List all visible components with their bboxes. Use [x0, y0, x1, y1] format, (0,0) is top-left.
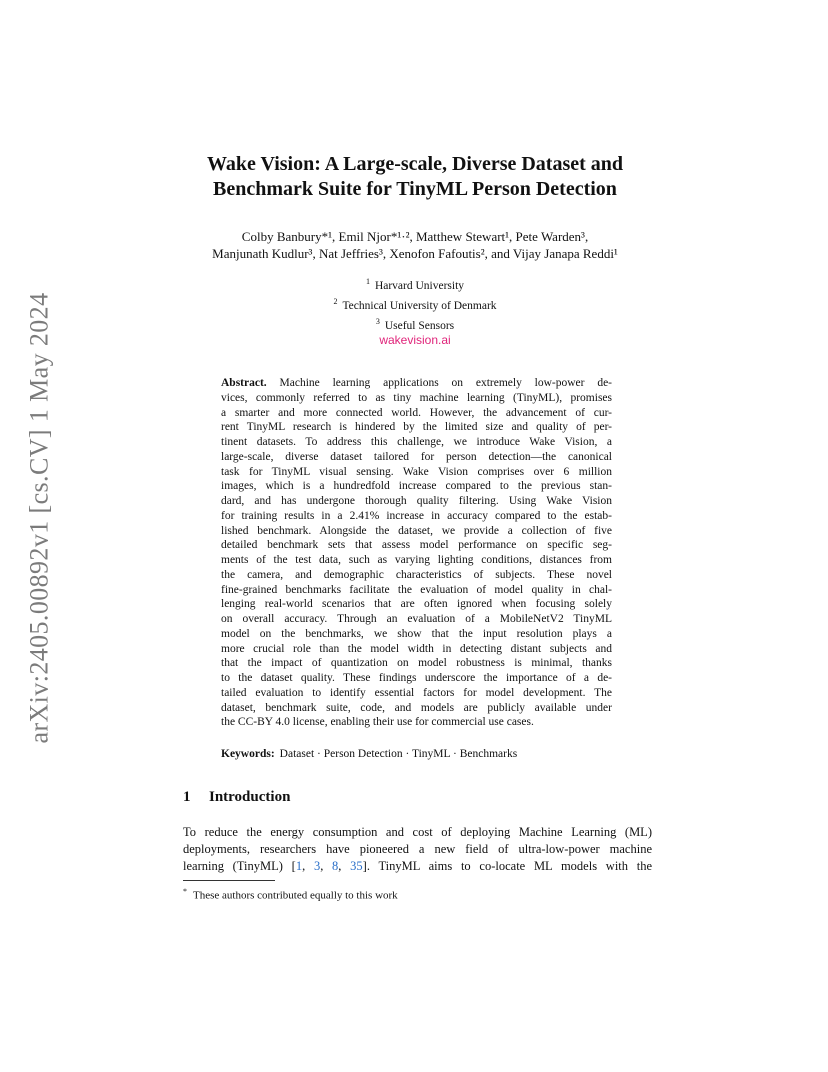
paper-title — [150, 152, 680, 202]
footnote-mark: * — [183, 887, 187, 896]
author-line: Manjunath Kudlur³, Nat Jeffries³, Xenofon Fafoutis², and Vijay Janapa Reddi¹ — [212, 246, 618, 261]
abstract-line: that the impact of quantization on model robustness is minimal, thanks — [221, 657, 612, 670]
footnote-text: These authors contributed equally to this work — [193, 889, 398, 902]
abstract-line: dard, and has undergone thorough quality filtering. Using Wake Vision — [221, 495, 612, 507]
abstract-line: images, which is a hundredfold increase compared to the previous stan- — [221, 480, 612, 493]
abstract-label: Abstract. — [221, 377, 267, 389]
abstract-line: detailed benchmark sets that assess model performance on specific seg- — [221, 539, 612, 552]
section-number: 1 — [183, 789, 191, 805]
affiliations — [200, 274, 630, 333]
title-line: Wake Vision: A Large-scale, Diverse Dataset and — [206, 153, 624, 175]
intro-line: learning (TinyML) [1, 3, 8, 35]. TinyML aims to co-locate ML models with the — [183, 859, 653, 873]
affiliation-mark: 1 — [365, 277, 370, 286]
author-line: Colby Banbury*¹, Emil Njor*¹·², Matthew Stewart¹, Pete Warden³, — [241, 229, 589, 244]
affiliation-name: Technical University of Denmark — [342, 299, 497, 312]
abstract-line: the camera, and demographic characteristics of subjects. These novel — [221, 568, 612, 581]
abstract-line: vices, commonly referred to as tiny machine learning (TinyML), promises — [221, 391, 612, 404]
abstract-line: lenging real-world scenarios that are often ignored when focusing solely — [221, 598, 612, 611]
citation-link[interactable]: 1 — [295, 859, 303, 873]
affiliation-mark: 2 — [333, 296, 338, 306]
intro-line: deployments, researchers have pioneered a new field of ultra-low-power machine — [183, 842, 652, 856]
affiliation-mark: 3 — [375, 316, 380, 326]
affiliation-dtu — [200, 294, 630, 314]
abstract-line: tinent datasets. To address this challenge, we introduce Wake Vision, a — [221, 436, 612, 448]
abstract-line: for training results in a 2.41% increase in accuracy compared to the estab- — [221, 509, 612, 522]
abstract-line: dataset, benchmark suite, code, and models are publicly available under — [221, 701, 612, 714]
title-line: Benchmark Suite for TinyML Person Detection — [213, 178, 617, 200]
section-heading — [183, 789, 290, 806]
citation-link[interactable]: 35 — [350, 859, 363, 873]
abstract-line: task for TinyML visual sensing. Wake Vision comprises over 6 million — [221, 465, 612, 478]
footnote — [183, 885, 398, 903]
abstract-line: more crucial role than the model width in detecting distant subjects and — [221, 642, 612, 655]
abstract-line: model on the benchmarks, we show that the input resolution plays a — [221, 627, 612, 640]
citation-link[interactable]: 3 — [313, 859, 321, 873]
keywords — [221, 747, 612, 762]
abstract-line: fine-grained benchmarks facilitate the evaluation of model quality in chal- — [221, 583, 612, 596]
affiliation-harvard — [200, 274, 630, 294]
abstract-line: tailed evaluation to identify essential factors for model development. The — [221, 686, 612, 699]
abstract-line: on overall accuracy. Through an evaluation of a MobileNetV2 TinyML — [221, 613, 612, 625]
website-link[interactable]: wakevision.ai — [379, 333, 451, 347]
abstract — [221, 376, 612, 730]
citation-link[interactable]: 8 — [332, 859, 339, 873]
footnote-divider — [183, 880, 275, 881]
abstract-line: Abstract. Machine learning applications on extremely low-power de- — [221, 377, 612, 389]
affiliation-name: Useful Sensors — [384, 319, 455, 332]
abstract-line: large-scale, diverse dataset tailored for person detection—the canonical — [221, 450, 612, 463]
affiliation-useful-sensors — [200, 314, 630, 334]
intro-line: To reduce the energy consumption and cost of deploying Machine Learning (ML) — [183, 825, 652, 839]
section-title: Introduction — [209, 789, 291, 805]
arxiv-identifier: arXiv:2405.00892v1 [cs.CV] 1 May 2024 — [24, 292, 54, 744]
abstract-line: ments of the test data, such as varying lighting conditions, distances from — [221, 554, 612, 566]
abstract-line: a smarter and more connected world. However, the advancement of cur- — [221, 406, 612, 419]
abstract-line: rent TinyML research is hindered by the limited size and quality of per- — [221, 421, 612, 434]
abstract-line: to the dataset quality. These findings underscore the importance of a de- — [221, 672, 612, 684]
intro-paragraph — [183, 824, 652, 875]
abstract-line: the CC-BY 4.0 license, enabling their use for commercial use cases. — [221, 716, 534, 729]
affiliation-name: Harvard University — [374, 279, 465, 292]
arxiv-stamp — [22, 284, 56, 752]
keywords-text: Dataset · Person Detection · TinyML · Benchmarks — [279, 748, 518, 760]
author-list — [150, 228, 680, 262]
keywords-label: Keywords: — [221, 748, 275, 760]
abstract-line: lished benchmark. Alongside the dataset, we provide a collection of five — [221, 524, 612, 537]
